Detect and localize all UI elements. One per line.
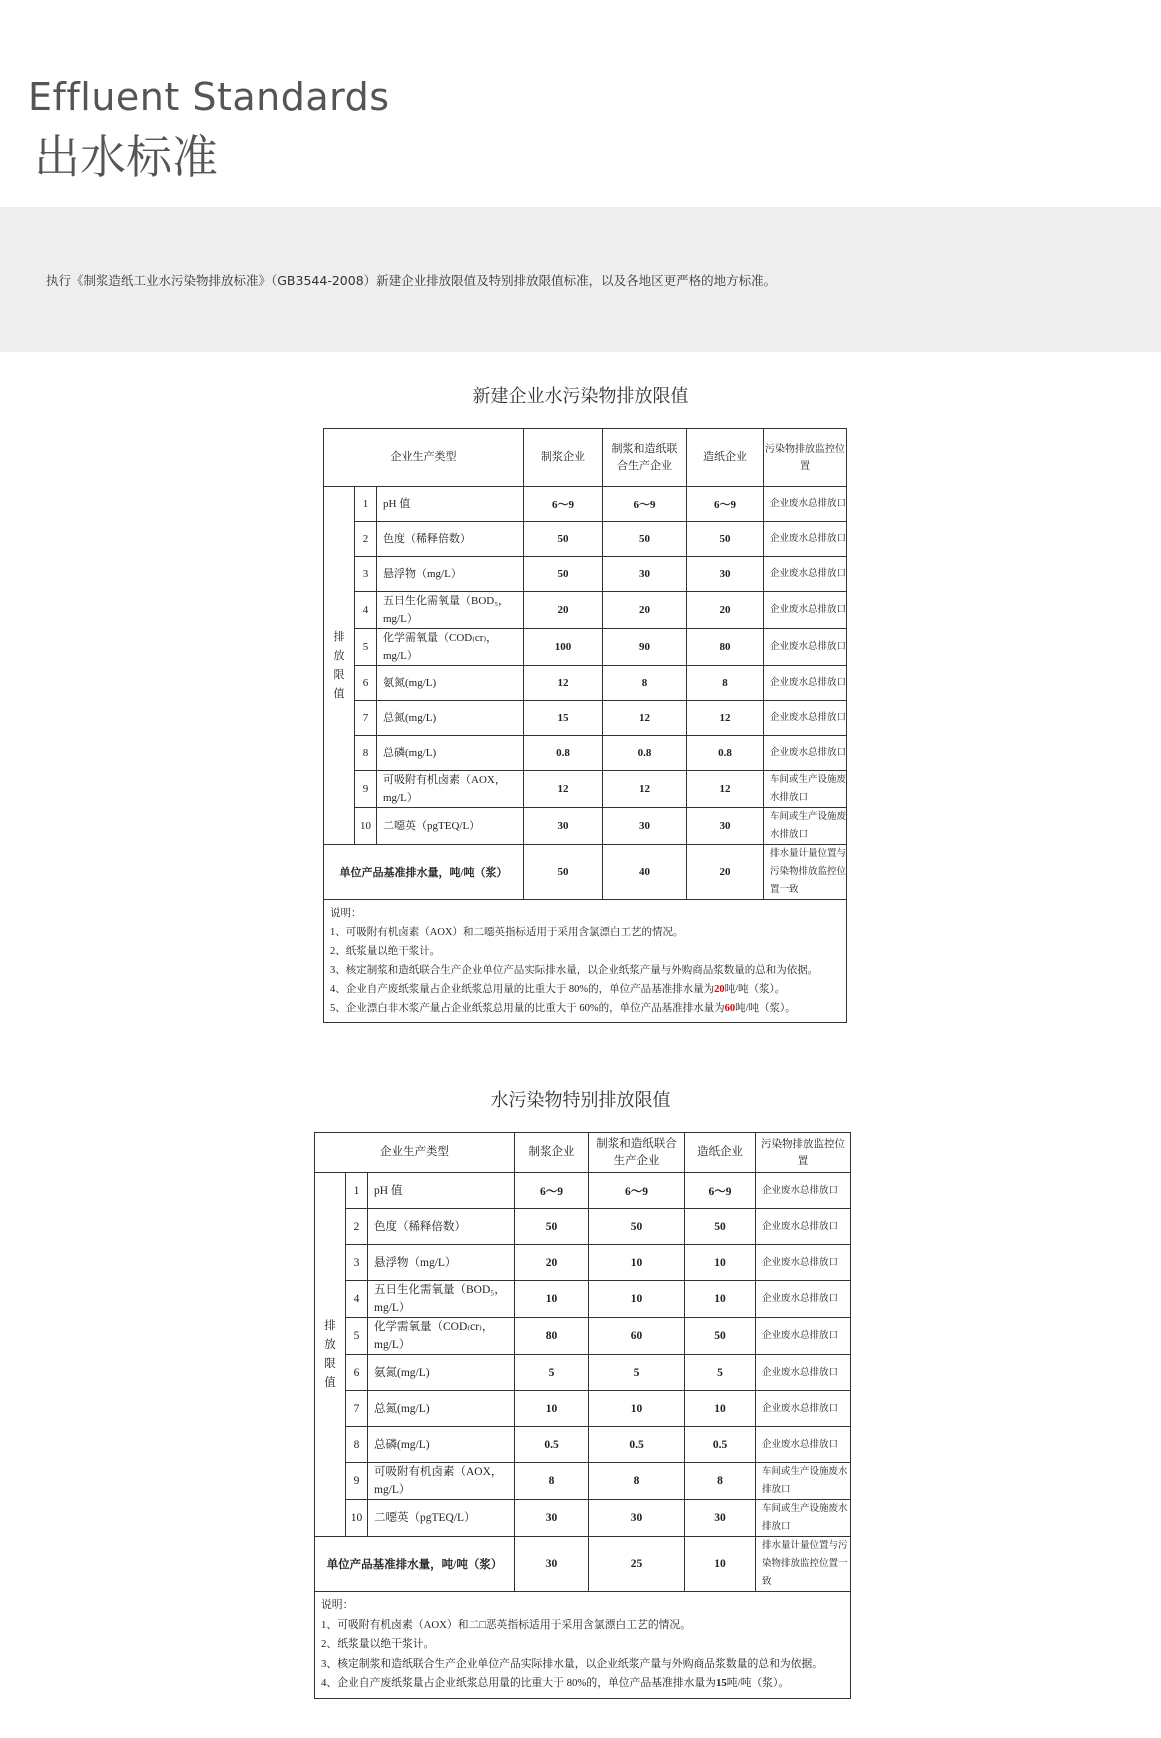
monitor-location: 企业废水总排放口 — [756, 1209, 851, 1245]
page-header — [0, 0, 1161, 207]
paper-value: 12 — [687, 701, 764, 736]
pulp-value: 50 — [515, 1209, 589, 1245]
monitor-location: 车间或生产设施废水排放口 — [756, 1463, 851, 1500]
row-number: 6 — [346, 1355, 368, 1391]
pulp-value: 12 — [524, 666, 603, 701]
paper-value: 0.8 — [687, 736, 764, 771]
pulp-value: 30 — [524, 808, 603, 845]
pulp-value: 8 — [515, 1463, 589, 1500]
pulp-value: 10 — [515, 1391, 589, 1427]
paper-value: 8 — [685, 1463, 756, 1500]
table-row — [315, 1318, 851, 1355]
note-line — [321, 1674, 844, 1694]
notes-cell — [315, 1592, 851, 1699]
note-line: 3、核定制浆和造纸联合生产企业单位产品实际排水量，以企业纸浆产量与外购商品浆数量的总和为依据。 — [321, 1657, 824, 1670]
monitor-location: 企业废水总排放口 — [764, 666, 847, 701]
paper-value: 6～9 — [687, 487, 764, 522]
page-title-en: Effluent Standards — [28, 75, 390, 119]
pulp-value: 50 — [524, 845, 603, 900]
monitor-location: 企业废水总排放口 — [764, 701, 847, 736]
category-char: 限 — [324, 1357, 336, 1370]
row-number: 9 — [346, 1463, 368, 1500]
table-row — [324, 808, 847, 845]
paper-value: 30 — [685, 1500, 756, 1537]
pollutant-name: pH 值 — [377, 487, 524, 522]
category-cell — [315, 1173, 346, 1537]
notes-cell — [324, 900, 847, 1023]
pollutant-name: 总氮(mg/L) — [377, 701, 524, 736]
table2-title: 水污染物特别排放限值 — [490, 1090, 671, 1111]
monitor-location: 排水量计量位置与污染物排放监控位置一致 — [764, 845, 847, 900]
table-row — [315, 1427, 851, 1463]
monitor-location: 企业废水总排放口 — [764, 522, 847, 557]
combined-value: 90 — [603, 629, 687, 666]
paper-value: 20 — [687, 592, 764, 629]
combined-value: 30 — [603, 808, 687, 845]
pollutant-name: 总磷(mg/L) — [368, 1427, 515, 1463]
note-line: 1、可吸附有机卤素（AOX）和二□恶英指标适用于采用含氯漂白工艺的情况。 — [321, 1618, 692, 1631]
paper-value: 10 — [685, 1245, 756, 1281]
paper-value: 10 — [685, 1537, 756, 1592]
combined-value: 6～9 — [589, 1173, 685, 1209]
notes-title: 说明： — [321, 1599, 354, 1611]
notes-title: 说明： — [330, 908, 362, 919]
note-line — [330, 980, 840, 999]
combined-value: 25 — [589, 1537, 685, 1592]
header-combined-text: 制浆和造纸联合生产企业 — [611, 442, 678, 472]
note-value: 60 — [724, 1003, 736, 1014]
combined-value: 30 — [589, 1500, 685, 1537]
row-number: 8 — [346, 1427, 368, 1463]
row-number: 4 — [355, 592, 377, 629]
pollutant-name: pH 值 — [368, 1173, 515, 1209]
pulp-value: 15 — [524, 701, 603, 736]
table-row — [315, 1355, 851, 1391]
paper-value: 0.5 — [685, 1427, 756, 1463]
category-char: 放 — [324, 1338, 336, 1351]
table-row — [315, 1209, 851, 1245]
table-row — [324, 701, 847, 736]
combined-value: 0.8 — [603, 736, 687, 771]
table2-body — [315, 1173, 851, 1699]
pulp-value: 50 — [524, 557, 603, 592]
water-row — [315, 1537, 851, 1592]
notes-row — [315, 1592, 851, 1699]
header-type: 企业生产类型 — [315, 1133, 515, 1173]
combined-value: 40 — [603, 845, 687, 900]
table-row — [315, 1463, 851, 1500]
combined-value: 12 — [603, 701, 687, 736]
pollutant-name: 二噁英（pgTEQ/L） — [368, 1500, 515, 1537]
monitor-location: 企业废水总排放口 — [764, 487, 847, 522]
table1-body — [324, 487, 847, 1023]
paper-value: 50 — [685, 1209, 756, 1245]
pulp-value: 20 — [524, 592, 603, 629]
header-combined — [589, 1133, 685, 1173]
pulp-value: 0.5 — [515, 1427, 589, 1463]
paper-value: 10 — [685, 1391, 756, 1427]
new-enterprise-limits-table — [323, 428, 847, 1023]
paper-value: 8 — [687, 666, 764, 701]
header-paper: 造纸企业 — [687, 429, 764, 487]
paper-value: 5 — [685, 1355, 756, 1391]
table-row — [324, 592, 847, 629]
table-row — [324, 666, 847, 701]
pollutant-name: 五日生化需氧量（BOD₅，mg/L） — [377, 592, 524, 629]
combined-value: 8 — [589, 1463, 685, 1500]
row-number: 7 — [355, 701, 377, 736]
combined-value: 60 — [589, 1318, 685, 1355]
pulp-value: 0.8 — [524, 736, 603, 771]
header-monitor: 污染物排放监控位置 — [764, 429, 847, 487]
row-number: 7 — [346, 1391, 368, 1427]
row-number: 1 — [355, 487, 377, 522]
table-row — [324, 522, 847, 557]
row-number: 6 — [355, 666, 377, 701]
note-value: 15 — [715, 1677, 727, 1689]
paper-value: 80 — [687, 629, 764, 666]
monitor-location: 排水量计量位置与污染物排放监控位置一致 — [756, 1537, 851, 1592]
pulp-value: 6～9 — [515, 1173, 589, 1209]
pulp-value: 80 — [515, 1318, 589, 1355]
row-number: 3 — [355, 557, 377, 592]
pollutant-name: 可吸附有机卤素（AOX，mg/L） — [377, 771, 524, 808]
monitor-location: 企业废水总排放口 — [756, 1318, 851, 1355]
note-line: 1、可吸附有机卤素（AOX）和二噁英指标适用于采用含氯漂白工艺的情况。 — [330, 927, 684, 938]
paper-value: 20 — [687, 845, 764, 900]
row-number: 5 — [355, 629, 377, 666]
monitor-location: 企业废水总排放口 — [764, 629, 847, 666]
special-limits-table — [314, 1132, 851, 1699]
paper-value: 6～9 — [685, 1173, 756, 1209]
pulp-value: 100 — [524, 629, 603, 666]
table1-title: 新建企业水污染物排放限值 — [472, 386, 689, 407]
table-row — [315, 1391, 851, 1427]
header-type: 企业生产类型 — [324, 429, 524, 487]
paper-value: 10 — [685, 1281, 756, 1318]
combined-value: 10 — [589, 1245, 685, 1281]
combined-value: 50 — [603, 522, 687, 557]
paper-value: 30 — [687, 557, 764, 592]
row-number: 2 — [346, 1209, 368, 1245]
category-char: 限 — [333, 668, 345, 681]
note-line: 2、纸浆量以绝干浆计。 — [330, 946, 441, 957]
pulp-value: 5 — [515, 1355, 589, 1391]
header-combined-text: 制浆和造纸联合生产企业 — [596, 1137, 677, 1167]
monitor-location: 企业废水总排放口 — [756, 1281, 851, 1318]
table-row — [324, 771, 847, 808]
table-row — [324, 487, 847, 522]
monitor-location: 企业废水总排放口 — [764, 592, 847, 629]
water-row — [324, 845, 847, 900]
combined-value: 6～9 — [603, 487, 687, 522]
combined-value: 10 — [589, 1281, 685, 1318]
note-text: 4、企业自产废纸浆量占企业纸浆总用量的比重大于 80%的，单位产品基准排水量为 — [330, 984, 715, 995]
row-number: 10 — [346, 1500, 368, 1537]
paper-value: 30 — [687, 808, 764, 845]
pollutant-name: 色度（稀释倍数） — [377, 522, 524, 557]
monitor-location: 车间或生产设施废水排放口 — [764, 808, 847, 845]
monitor-location: 车间或生产设施废水排放口 — [756, 1500, 851, 1537]
note-text: 吨/吨（浆）。 — [726, 1677, 790, 1689]
paper-value: 50 — [687, 522, 764, 557]
category-char: 放 — [333, 649, 345, 662]
category-char: 排 — [333, 630, 345, 643]
pollutant-name: 悬浮物（mg/L） — [377, 557, 524, 592]
pollutant-name: 悬浮物（mg/L） — [368, 1245, 515, 1281]
note-text: 吨/吨（浆）。 — [724, 984, 786, 995]
table-row — [315, 1500, 851, 1537]
note-line — [330, 999, 840, 1018]
intro-text: 执行《制浆造纸工业水污染物排放标准》（GB3544-2008）新建企业排放限值及特别排放限值标准，以及各地区更严格的地方标准。 — [46, 273, 777, 288]
pulp-value: 6～9 — [524, 487, 603, 522]
note-value: 20 — [714, 984, 725, 995]
header-pulp: 制浆企业 — [524, 429, 603, 487]
combined-value: 8 — [603, 666, 687, 701]
row-number: 8 — [355, 736, 377, 771]
monitor-location: 企业废水总排放口 — [756, 1173, 851, 1209]
monitor-location: 车间或生产设施废水排放口 — [764, 771, 847, 808]
monitor-location: 企业废水总排放口 — [756, 1245, 851, 1281]
combined-value: 10 — [589, 1391, 685, 1427]
table-row — [324, 557, 847, 592]
row-number: 3 — [346, 1245, 368, 1281]
combined-value: 12 — [603, 771, 687, 808]
pollutant-name: 可吸附有机卤素（AOX，mg/L） — [368, 1463, 515, 1500]
pollutant-name: 总磷(mg/L) — [377, 736, 524, 771]
pulp-value: 10 — [515, 1281, 589, 1318]
note-text: 4、企业自产废纸浆量占企业纸浆总用量的比重大于 80%的，单位产品基准排水量为 — [321, 1677, 716, 1689]
monitor-location: 企业废水总排放口 — [756, 1391, 851, 1427]
pollutant-name: 氨氮(mg/L) — [368, 1355, 515, 1391]
table-row — [324, 736, 847, 771]
pulp-value: 30 — [515, 1500, 589, 1537]
pulp-value: 30 — [515, 1537, 589, 1592]
paper-value: 50 — [685, 1318, 756, 1355]
water-label: 单位产品基准排水量，吨/吨（浆） — [324, 845, 524, 900]
note-line: 3、核定制浆和造纸联合生产企业单位产品实际排水量，以企业纸浆产量与外购商品浆数量的总和为依据。 — [330, 965, 819, 976]
combined-value: 20 — [603, 592, 687, 629]
row-number: 5 — [346, 1318, 368, 1355]
pollutant-name: 色度（稀释倍数） — [368, 1209, 515, 1245]
header-pulp: 制浆企业 — [515, 1133, 589, 1173]
note-text: 5、企业漂白非木浆产量占企业纸浆总用量的比重大于 60%的，单位产品基准排水量为 — [330, 1003, 725, 1014]
table-row — [324, 629, 847, 666]
pulp-value: 50 — [524, 522, 603, 557]
header-paper: 造纸企业 — [685, 1133, 756, 1173]
row-number: 10 — [355, 808, 377, 845]
pollutant-name: 化学需氧量（COD₍cr₎，mg/L） — [368, 1318, 515, 1355]
water-label: 单位产品基准排水量，吨/吨（浆） — [315, 1537, 515, 1592]
combined-value: 0.5 — [589, 1427, 685, 1463]
note-line: 2、纸浆量以绝干浆计。 — [321, 1638, 435, 1650]
table-row — [315, 1173, 851, 1209]
monitor-location: 企业废水总排放口 — [756, 1355, 851, 1391]
pollutant-name: 二噁英（pgTEQ/L） — [377, 808, 524, 845]
category-char: 排 — [324, 1319, 336, 1332]
header-combined — [603, 429, 687, 487]
pulp-value: 12 — [524, 771, 603, 808]
row-number: 2 — [355, 522, 377, 557]
combined-value: 5 — [589, 1355, 685, 1391]
category-char: 值 — [333, 687, 345, 700]
pollutant-name: 总氮(mg/L) — [368, 1391, 515, 1427]
page-title-cn: 出水标准 — [34, 130, 218, 184]
monitor-location: 企业废水总排放口 — [764, 736, 847, 771]
pollutant-name: 氨氮(mg/L) — [377, 666, 524, 701]
table-row — [315, 1245, 851, 1281]
table-row — [315, 1281, 851, 1318]
category-cell — [324, 487, 355, 845]
pulp-value: 20 — [515, 1245, 589, 1281]
note-text: 吨/吨（浆）。 — [735, 1003, 796, 1014]
combined-value: 50 — [589, 1209, 685, 1245]
paper-value: 12 — [687, 771, 764, 808]
row-number: 4 — [346, 1281, 368, 1318]
combined-value: 30 — [603, 557, 687, 592]
row-number: 9 — [355, 771, 377, 808]
row-number: 1 — [346, 1173, 368, 1209]
pollutant-name: 五日生化需氧量（BOD₅，mg/L） — [368, 1281, 515, 1318]
header-monitor: 污染物排放监控位置 — [756, 1133, 851, 1173]
category-char: 值 — [324, 1376, 336, 1389]
monitor-location: 企业废水总排放口 — [756, 1427, 851, 1463]
monitor-location: 企业废水总排放口 — [764, 557, 847, 592]
pollutant-name: 化学需氧量（COD₍cr₎，mg/L） — [377, 629, 524, 666]
notes-row — [324, 900, 847, 1023]
